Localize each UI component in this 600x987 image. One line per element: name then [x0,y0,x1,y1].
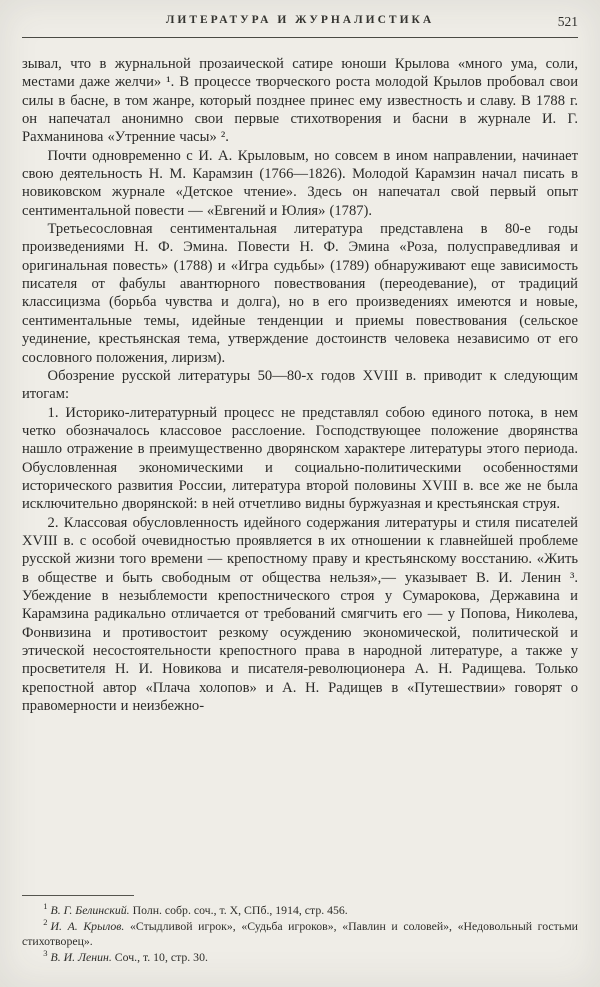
running-title: ЛИТЕРАТУРА И ЖУРНАЛИСТИКА [165,14,435,26]
body-paragraph-2: Почти одновременно с И. А. Крыловым, но совсем в ином направлении, начинает свою деятельность Н. М. Карамзин (1766—1826). Молодой Карамзин начал писать в новиковском журнале «Детское чтение». Здесь он напечатал свой первый опыт сентиментальной повести — «Евгений и Юлия» (1787). [22,147,578,219]
footnote-marker: 2 [43,916,48,927]
footnote-separator [22,895,134,896]
body-paragraph-3: Третьесословная сентиментальная литература представлена в 80-е годы произведениями Н. Ф. Эмина. Повести Н. Ф. Эмина «Роза, полусправедливая и оригинальная повесть» (1788) и «Игра судьбы» (1789) обнаруживают еще зависимость писателя от фабулы авантюрного повествования (переодевание), от традиций классицизма (борьба чувства и долга), но в его произведениях имеются и новые, сентиментальные темы, идейные тенденции и приемы повествования (сельское уединение, крестьянская тема, утверждение достоинств человека независимо от его сословного положения, лиризм). [22,221,578,366]
footnote-1 [22,903,578,918]
footnote-text: Полн. собр. соч., т. X, СПб., 1914, стр. 456. [132,903,348,918]
body-paragraph-6: 2. Классовая обусловленность идейного содержания литературы и стиля писателей XVIII в. с особой очевидностью проявляется в их отношении к главнейшей проблеме русской жизни того времени — крепостному праву и крестьянскому восстанию. «Жить в обществе и быть свободным от общества нельзя»,— указывает В. И. Ленин ³. Убеждение в незыблемости крепостнического строя у Сумарокова, Державина и Карамзина радикально отличается от требований смягчить его — у Попова, Николева, Фонвизина и противостоит резкому осуждению экономической, политической и этической несостоятельности крепостного права в народной литературе, а также у просветителя Н. И. Новикова и писателя-революционера А. Н. Радищева. Только крепостной автор «Плача холопов» и А. Н. Радищев в «Путешествии» говорят о правомерности и неизбежно- [22,514,578,715]
body-paragraph-1: зывал, что в журнальной прозаической сатире юноши Крылова «много ума, соли, местами даже желчи» ¹. В процессе творческого роста молодой Крылов пробовал свои силы в басне, в том жанре, который позднее принес ему известность и славу. В 1788 г. он напечатал анонимно свои первые стихотворения и басни в журнале И. Г. Рахманинова «Утренние часы» ². [22,56,578,146]
footnote-author: В. Г. Белинский. [50,903,130,918]
page-number: 521 [557,14,578,29]
footnotes-section [22,895,578,965]
footnote-text: «Стыдливой игрок», «Судьба игроков», «Павлин и соловей», «Недовольный гостьми стихотворец». [22,918,578,949]
body-text [22,55,578,715]
footnote-marker: 3 [43,947,48,958]
page-header [22,14,578,32]
footnote-2 [22,916,578,950]
body-paragraph-4: Обозрение русской литературы 50—80-х годов XVIII в. приводит к следующим итогам: [22,367,578,403]
footnote-author: И. А. Крылов. [50,918,125,933]
body-paragraph-5: 1. Историко-литературный процесс не представлял собою единого потока, в нем четко обозначалось классовое расслоение. Господствующее положение дворянства нашло отражение в преимущественно дворянском характере литературы этого периода. Обусловленная экономическими и социально-политическими особенностями исторического развития России, литература второй половины XVIII в. все же не была исключительно дворянской: в ней отчетливо видны буржуазная и крестьянская струя. [22,404,578,513]
footnote-text: Соч., т. 10, стр. 30. [114,949,208,964]
footnote-3 [22,947,578,965]
footnote-author: В. И. Ленин. [50,949,112,964]
footnote-marker: 1 [43,901,48,912]
header-rule [22,37,578,38]
